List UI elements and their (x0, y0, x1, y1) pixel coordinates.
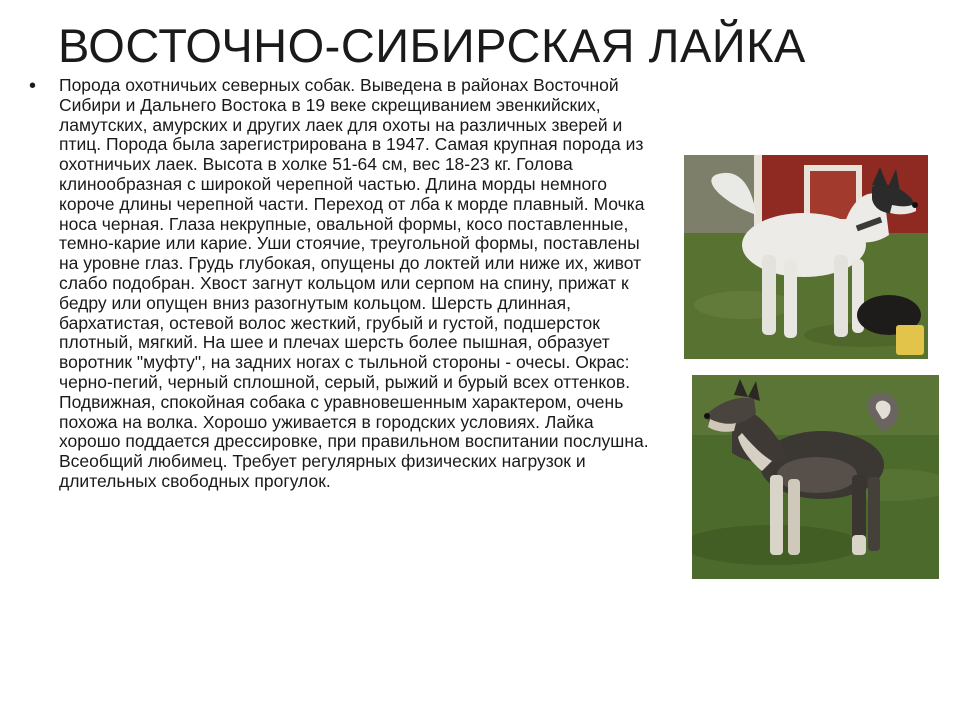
slide-title: ВОСТОЧНО-СИБИРСКАЯ ЛАЙКА (58, 19, 806, 72)
bullet-icon: • (29, 75, 37, 97)
white-laika-dog-photo (684, 155, 928, 359)
dark-laika-dog-photo (692, 375, 939, 579)
dark-laika-dog-image (692, 375, 939, 579)
breed-description: Порода охотничьих северных собак. Выведена в районах Восточной Сибири и Дальнего Востока в 19 веке скрещиванием эвенкийских, ламутских, амурских и других лаек для охоты на различных зверей и птиц. Порода была зарегистрирована в 1947. Самая крупная порода из охотничьих лаек. Высота в холке 51-64 см, вес 18-23 кг. Голова клинообразная с широкой черепной частью. Длина морды немного короче длины черепной части. Переход от лба к морде плавный. Мочка носа черная. Глаза некрупные, овальной формы, косо поставленные, темно-карие или карие. Уши стоячие, треугольной формы, поставлены на уровне глаз. Грудь глубокая, опущены до локтей или ниже их, живот слабо подобран. Хвост загнут кольцом или серпом на спину, прижат к бедру или опущен вниз разогнутым кольцом. Шерсть длинная, бархатистая, остевой волос жесткий, грубый и густой, подшерсток плотный, мягкий. На шее и плечах шерсть более пышная, образует воротник "муфту", на задних ногах с тыльной стороны - очесы. Окрас: черно-пегий, черный сплошной, серый, рыжий и бурый всех оттенков. Подвижная, спокойная собака с уравновешенным характером, очень похожа на волка. Хорошо уживается в городских условиях. Лайка хорошо поддается дрессировке, при правильном воспитании послушна. Всеобщий любимец. Требует регулярных физических нагрузок и длительных свободных прогулок. (59, 75, 649, 491)
white-laika-dog-image (684, 155, 928, 359)
